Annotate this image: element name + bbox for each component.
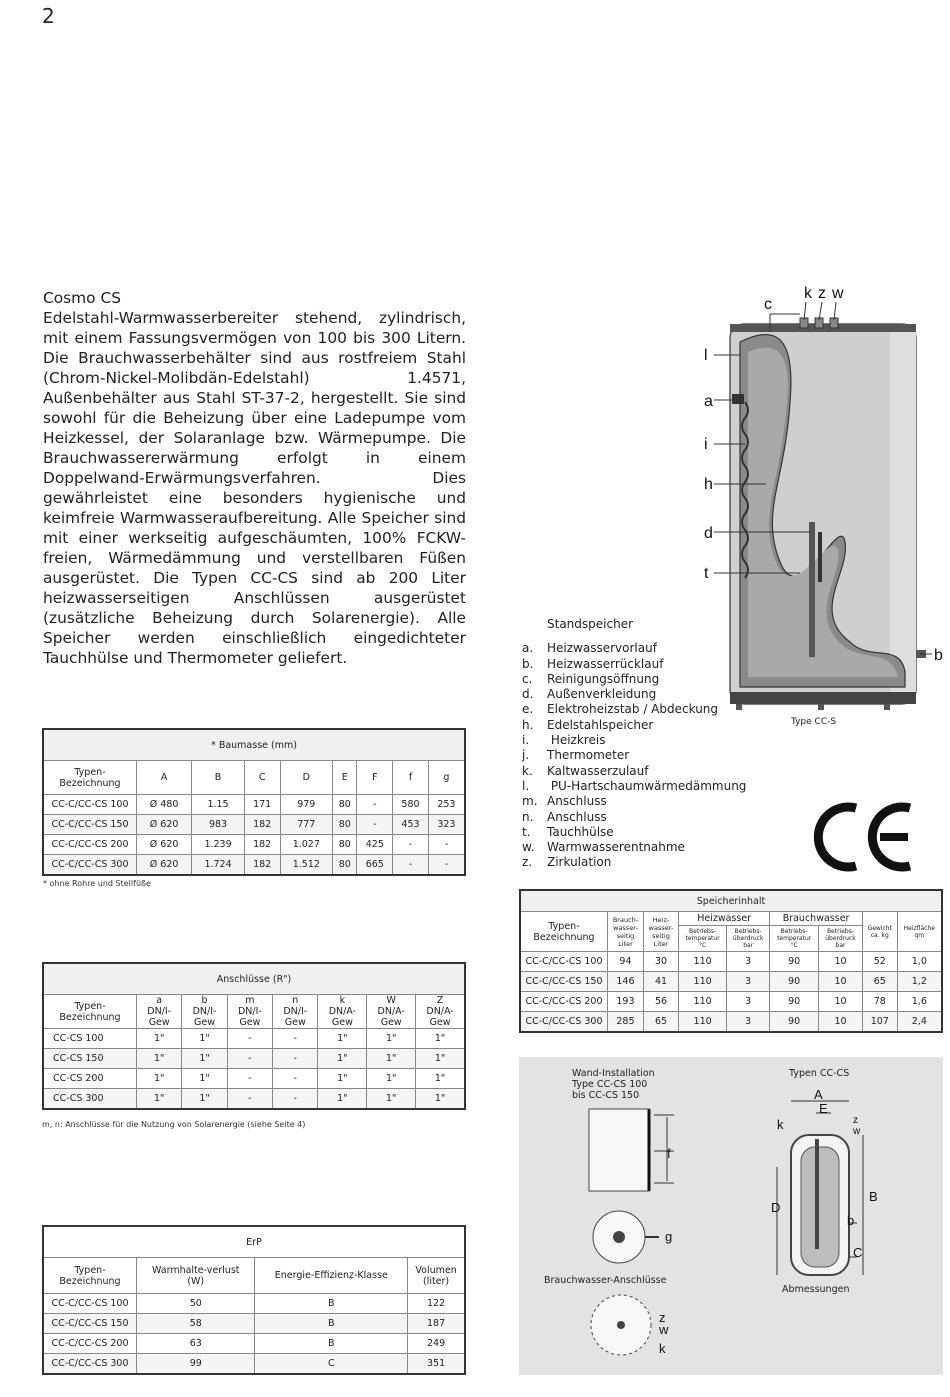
col-header: a DN/I-Gew	[137, 995, 182, 1029]
abmessungen-caption: Abmessungen	[782, 1284, 850, 1295]
col-header: D	[280, 761, 333, 795]
col-header: Z DN/A-Gew	[416, 995, 465, 1029]
table-row: CC-C/CC-CS 300 285 65 110 3 90 10 107 2,4	[520, 1012, 942, 1032]
col-header: Gewicht ca. kg	[862, 912, 897, 952]
col-header: C	[244, 761, 280, 795]
col-header: n DN/I-Gew	[273, 995, 318, 1029]
legend-item: j. Thermometer	[522, 748, 630, 763]
table-caption: Anschlüsse (R")	[43, 963, 465, 995]
col-header: f	[393, 761, 429, 795]
legend-item: m. Anschluss	[522, 794, 607, 809]
legend-item: i. Heizkreis	[522, 733, 606, 748]
legend	[522, 617, 746, 871]
anschluesse-note: m, n: Anschlüsse für die Nutzung von Solarenergie (siehe Seite 4)	[42, 1120, 306, 1129]
diagram-letter: i	[704, 436, 708, 453]
legend-item: l. PU-Hartschaumwärmedämmung	[522, 778, 747, 793]
installation-drawings	[519, 1057, 943, 1375]
erp-table	[42, 1225, 466, 1375]
baumasse-table	[42, 728, 466, 876]
diagram-letter: l	[704, 347, 708, 364]
col-header: Heiz- wasser- seitig Liter	[643, 912, 678, 952]
table-row: CC-C/CC-CS 150 146 41 110 3 90 10 65 1,2	[520, 972, 942, 992]
table-row: CC-C/CC-CS 150 58 B 187	[43, 1314, 465, 1334]
col-header: Volumen (liter)	[408, 1258, 465, 1294]
legend-heading: Standspeicher	[547, 617, 634, 631]
col-header: k DN/A-Gew	[318, 995, 367, 1029]
legend-item: a. Heizwasservorlauf	[522, 641, 657, 656]
col-header: A	[137, 761, 192, 795]
drawing-letter: C	[853, 1245, 863, 1260]
drawing-letter: f	[667, 1146, 671, 1161]
diagram-letter: t	[704, 565, 709, 582]
intro-text	[43, 288, 466, 668]
table-row: CC-CS 300 1" 1" - - 1" 1" 1"	[43, 1089, 465, 1109]
drawing-letter: A	[814, 1087, 823, 1102]
anschluesse-table	[42, 962, 466, 1110]
legend-item: k. Kaltwasserzulauf	[522, 763, 649, 778]
col-header: Energie-Effizienz-Klasse	[255, 1258, 408, 1294]
table-row: CC-CS 100 1" 1" - - 1" 1" 1"	[43, 1029, 465, 1049]
col-header: B	[192, 761, 245, 795]
typen-title: Typen CC-CS	[789, 1068, 850, 1079]
drawing-letter: b	[847, 1213, 855, 1228]
diagram-letter: h	[704, 476, 713, 493]
legend-item: n. Anschluss	[522, 809, 607, 824]
col-header: W DN/A-Gew	[367, 995, 416, 1029]
table-row: CC-CS 150 1" 1" - - 1" 1" 1"	[43, 1049, 465, 1069]
product-title: Cosmo CS	[43, 289, 121, 307]
col-header: Warmhalte-verlust (W)	[137, 1258, 255, 1294]
legend-item: z. Zirkulation	[522, 855, 612, 870]
diagram-letter: w	[832, 285, 844, 302]
diagram-caption: Type CC-S	[791, 717, 837, 727]
col-header: Brauch- wasser- seitig Liter	[608, 912, 644, 952]
speicherinhalt-table	[519, 889, 943, 1033]
col-header: Betriebs- überdruck bar	[727, 926, 770, 952]
legend-item: c. Reinigungsöffnung	[522, 671, 660, 686]
table-row: CC-C/CC-CS 100 50 B 122	[43, 1294, 465, 1314]
baumasse-note: * ohne Rohre und Stellfüße	[43, 879, 151, 888]
table-row: CC-C/CC-CS 100 94 30 110 3 90 10 52 1,0	[520, 952, 942, 972]
page-number: 2	[42, 4, 55, 28]
col-header: Betriebs- temperatur °C	[770, 926, 819, 952]
col-header: b DN/I-Gew	[182, 995, 227, 1029]
wand-installation-title: Wand-Installation Type CC-CS 100 bis CC-CS 150	[572, 1068, 655, 1101]
col-header: E	[333, 761, 357, 795]
drawing-letter: w	[659, 1322, 669, 1337]
diagram-letter: c	[764, 296, 772, 313]
legend-item: h. Edelstahlspeicher	[522, 717, 654, 732]
drawing-letter: k	[659, 1341, 666, 1356]
table-row: CC-C/CC-CS 200 63 B 249	[43, 1334, 465, 1354]
legend-item: t. Tauchhülse	[522, 824, 614, 839]
legend-item: b. Heizwasserrücklauf	[522, 656, 664, 671]
table-row: CC-CS 200 1" 1" - - 1" 1" 1"	[43, 1069, 465, 1089]
ce-mark-icon	[812, 800, 916, 874]
legend-item: w. Warmwasserentnahme	[522, 840, 685, 855]
drawing-letter: z	[853, 1115, 858, 1126]
table-row: CC-C/CC-CS 150 Ø 620 983 182 777 80 - 453 323	[43, 815, 465, 835]
table-caption: ErP	[43, 1226, 465, 1258]
drawing-letter: w	[853, 1126, 861, 1137]
legend-item: d. Außenverkleidung	[522, 687, 657, 702]
col-header: Heizwasser	[679, 912, 770, 926]
drawing-letter: k	[777, 1117, 784, 1132]
table-row: CC-C/CC-CS 200 193 56 110 3 90 10 78 1,6	[520, 992, 942, 1012]
drawing-letter: D	[771, 1200, 781, 1215]
col-header: F	[357, 761, 393, 795]
col-header: Typen- Bezeichnung	[43, 995, 137, 1029]
table-row: CC-C/CC-CS 200 Ø 620 1.239 182 1.027 80 425 - -	[43, 835, 465, 855]
col-header: g	[428, 761, 465, 795]
diagram-letter: k	[804, 285, 812, 302]
drawing-letter: B	[869, 1189, 878, 1204]
drawing-letter: g	[665, 1229, 673, 1244]
diagram-letter: a	[704, 393, 713, 410]
col-header: Betriebs- überdruck bar	[819, 926, 863, 952]
table-row: CC-C/CC-CS 300 99 C 351	[43, 1354, 465, 1374]
table-caption: * Baumasse (mm)	[43, 729, 465, 761]
drawing-letter: E	[819, 1101, 828, 1116]
brauchwasser-caption: Brauchwasser-Anschlüsse	[544, 1275, 667, 1286]
col-header: m DN/I-Gew	[227, 995, 272, 1029]
diagram-letter: b	[934, 647, 943, 664]
drawing-letter: z	[659, 1310, 666, 1325]
product-description: Edelstahl-Warmwasserbereiter stehend, zylindrisch, mit einem Fassungsvermögen von 100 bis 300 Litern. Die Brauchwasserbehälter sind aus rostfreiem Stahl (Chrom-Nickel-Molibdän-Edelstahl) 1.4571, Außenbehälter aus Stahl ST-37-2, hergestellt. Sie sind sowohl für die Beheizung über eine Ladepumpe vom Heizkessel, der Solaranlage bzw. Wärmepumpe. Die Brauchwassererwärmung erfolgt in einem Doppelwand-Erwärmungsverfahren. Dies gewährleistet eine besonders hygienische und keimfreie Warmwasseraufbereitung. Alle Speicher sind mit einer werkseitig aufgeschäumten, 100% FCKW-freien, Wärmedämmung und verstellbaren Füßen ausgerüstet. Die Typen CC-CS sind ab 200 Liter heizwasserseitigen Anschlüssen ausgerüstet (zusätzliche Beheizung durch Solarenergie). Alle Speicher werden einschließlich eingedichteter Tauchhülse und Thermometer geliefert.	[43, 309, 466, 667]
col-header: Typen- Bezeichnung	[43, 761, 137, 795]
diagram-letter: d	[704, 525, 713, 542]
col-header: Typen- Bezeichnung	[520, 912, 608, 952]
legend-item: e. Elektroheizstab / Abdeckung	[522, 702, 719, 717]
col-header: Typen- Bezeichnung	[43, 1258, 137, 1294]
col-header: Brauchwasser	[770, 912, 863, 926]
table-row: CC-C/CC-CS 100 Ø 480 1.15 171 979 80 - 580 253	[43, 795, 465, 815]
diagram-letter: z	[818, 285, 826, 302]
col-header: Betriebs- temperatur °C	[679, 926, 727, 952]
col-header: Heizfläche qm	[897, 912, 942, 952]
table-row: CC-C/CC-CS 300 Ø 620 1.724 182 1.512 80 665 - -	[43, 855, 465, 875]
table-caption: Speicherinhalt	[520, 890, 942, 912]
